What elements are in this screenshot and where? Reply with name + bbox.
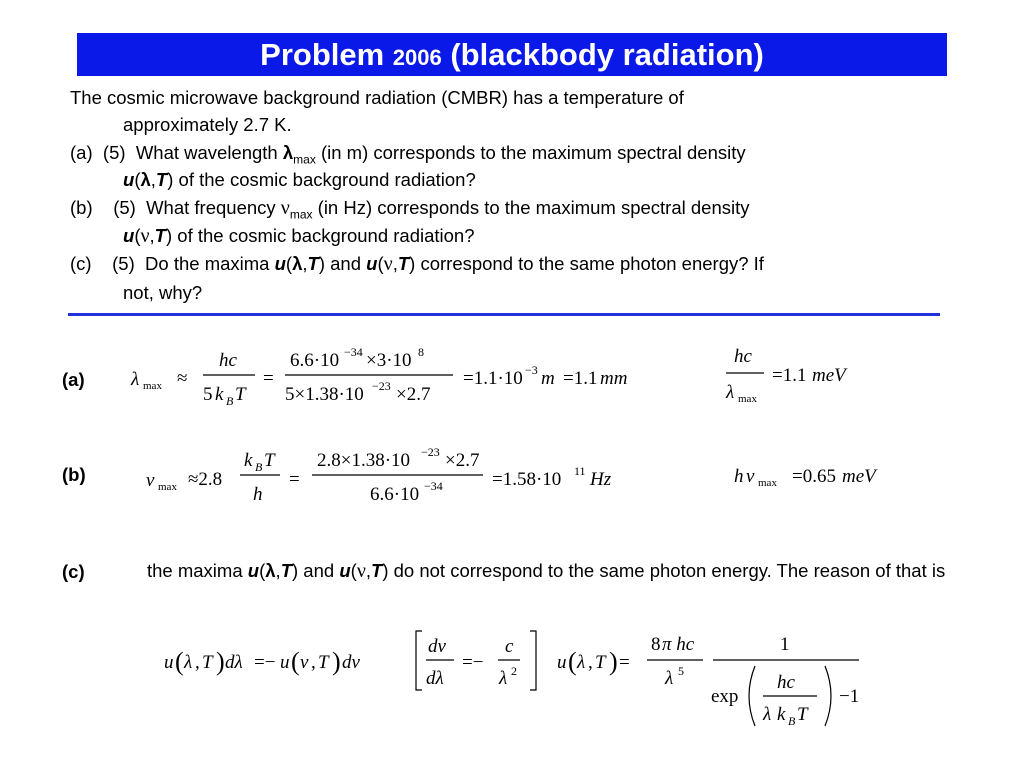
svg-text:=: = — [289, 469, 300, 490]
part-a-tail: of the cosmic background radiation? — [173, 169, 476, 191]
svg-text:k: k — [215, 384, 224, 405]
svg-text:dλ: dλ — [225, 652, 243, 673]
svg-text:−23: −23 — [372, 379, 391, 393]
svg-text:−23: −23 — [421, 445, 440, 459]
svg-text:h: h — [734, 466, 744, 487]
svg-text:5: 5 — [678, 664, 684, 678]
svg-text:=1.1: =1.1 — [563, 368, 598, 389]
lambda-arg: λ — [292, 253, 303, 275]
title-year: 2006 — [392, 45, 442, 70]
svg-text:max: max — [758, 477, 777, 489]
u-symbol: u — [274, 253, 286, 275]
svg-text:T: T — [202, 652, 213, 673]
part-a-text: What wavelength — [135, 141, 283, 163]
u-symbol: u — [123, 169, 135, 191]
equation-c-relation — [162, 643, 402, 683]
svg-text:meV: meV — [842, 466, 876, 487]
solution-c-label: (c) — [62, 561, 85, 582]
svg-text:(: ( — [291, 647, 300, 676]
svg-text:=1.58·10: =1.58·10 — [492, 469, 562, 490]
and-text: and — [325, 253, 367, 275]
part-b-points: (5) — [113, 196, 136, 218]
part-a-text-2: (in m) corresponds to the maximum spectral density — [315, 141, 746, 163]
t-arg: T — [371, 560, 383, 581]
svg-text:T: T — [264, 450, 275, 471]
part-a-tag: (a) — [70, 141, 93, 163]
u-symbol: u — [123, 225, 135, 247]
svg-text:11: 11 — [574, 464, 586, 478]
c-text-2: and — [298, 560, 340, 581]
svg-text:=−: =− — [254, 652, 276, 673]
svg-text:×2.7: ×2.7 — [445, 450, 480, 471]
svg-text:ν: ν — [146, 470, 155, 491]
equation-c-derivative — [412, 628, 547, 693]
svg-text:u: u — [280, 652, 290, 673]
svg-text:6.6·10: 6.6·10 — [370, 484, 420, 505]
t-arg: T — [155, 169, 168, 191]
part-c-text: Do the maxima — [145, 253, 275, 275]
svg-text:8: 8 — [418, 345, 424, 359]
svg-text:Hz: Hz — [590, 469, 612, 490]
solution-a-label: (a) — [62, 369, 85, 390]
nu-arg: ν — [383, 253, 393, 276]
svg-text:λ: λ — [665, 668, 674, 689]
part-b-text-2: (in Hz) corresponds to the maximum spectral density — [312, 196, 750, 218]
svg-text:π hc: π hc — [662, 634, 695, 655]
equation-a-energy — [722, 345, 882, 410]
title-suffix: (blackbody radiation) — [441, 37, 764, 72]
part-b-question: (b) (5) What frequency $\nu_{max}$ (in Hz) corresponds to the maximum spectral density u(ν,T) of the cosmic background radiation? — [70, 196, 750, 248]
equation-b-frequency — [140, 445, 680, 513]
part-c-tag: (c) — [70, 253, 92, 275]
svg-text:−34: −34 — [424, 479, 443, 493]
svg-text:k: k — [244, 450, 253, 471]
lambda-arg: λ — [140, 169, 151, 191]
solution-c-text: the maxima u(λ,T) and u(ν,T) do not correspond to the same photon energy. The reason of that is — [147, 560, 946, 582]
svg-text:B: B — [226, 394, 234, 408]
svg-text:=1.1: =1.1 — [772, 365, 807, 386]
lambda-arg: λ — [265, 560, 276, 581]
svg-text:max: max — [738, 393, 757, 405]
u-symbol: u — [366, 253, 378, 275]
svg-text:λ: λ — [577, 652, 586, 673]
svg-text:=−: =− — [462, 652, 484, 673]
equation-b-energy — [734, 458, 924, 498]
svg-text:u: u — [557, 652, 567, 673]
svg-text:k: k — [777, 704, 786, 725]
c-text-1: the maxima — [147, 560, 248, 581]
svg-text:): ) — [332, 647, 341, 676]
part-a-points: (5) — [102, 141, 126, 163]
svg-text:max: max — [158, 481, 177, 493]
svg-text:2: 2 — [511, 664, 517, 678]
svg-text:≈: ≈ — [177, 368, 188, 389]
t-arg: T — [154, 225, 166, 247]
svg-text:(: ( — [175, 647, 184, 676]
svg-text:meV: meV — [812, 365, 846, 386]
svg-text:ν: ν — [300, 652, 309, 673]
svg-text:dλ: dλ — [426, 668, 444, 689]
c-text-3: do not correspond to the same photon energy. The reason of that is — [388, 560, 946, 581]
svg-text:λ: λ — [131, 369, 140, 390]
svg-text:exp: exp — [711, 686, 739, 707]
part-c-points: (5) — [112, 253, 135, 275]
svg-text:mm: mm — [600, 368, 628, 389]
lambda-symbol: λ — [282, 141, 294, 163]
svg-text:T: T — [318, 652, 329, 673]
svg-text:c: c — [505, 636, 514, 657]
slide-title — [77, 33, 947, 76]
svg-text:=: = — [619, 652, 630, 673]
u-symbol: u — [339, 560, 351, 581]
solution-b-label: (b) — [62, 464, 86, 485]
intro-line-1: The cosmic microwave background radiation (CMBR) has a temperature of — [70, 87, 684, 108]
svg-text:−3: −3 — [525, 363, 538, 377]
problem-intro — [70, 84, 950, 139]
equation-c-planck — [555, 630, 875, 735]
svg-text:λ: λ — [726, 382, 735, 403]
svg-text:1: 1 — [780, 634, 790, 655]
svg-text:hc: hc — [219, 350, 237, 371]
svg-text:T: T — [235, 384, 246, 405]
svg-text:=: = — [263, 368, 274, 389]
part-c-text-3: not, why? — [123, 281, 203, 303]
svg-text:B: B — [788, 714, 796, 728]
svg-text:×2.7: ×2.7 — [396, 384, 431, 405]
svg-text:5×1.38·10: 5×1.38·10 — [285, 384, 364, 405]
problem-statement — [70, 84, 950, 306]
svg-text:,: , — [311, 652, 316, 673]
svg-text:hc: hc — [734, 346, 752, 367]
t-arg: T — [307, 253, 319, 275]
part-b-tail: of the cosmic background radiation? — [172, 225, 475, 247]
svg-text:λ: λ — [763, 704, 772, 725]
nu-arg: ν — [356, 560, 366, 582]
max-subscript: max — [289, 207, 313, 222]
svg-text:=1.1·10: =1.1·10 — [463, 368, 523, 389]
svg-text:B: B — [255, 460, 263, 474]
part-c-question: (c) (5) Do the maxima u(λ,T) and u(ν,T) correspond to the same photon energy? If not, why? — [70, 253, 764, 303]
svg-text:dν: dν — [342, 652, 360, 673]
svg-text:λ: λ — [184, 652, 193, 673]
part-c-text-2: correspond to the same photon energy? If — [415, 253, 764, 275]
svg-text:6.6·10: 6.6·10 — [290, 350, 340, 371]
svg-text:max: max — [143, 380, 162, 392]
svg-text:≈2.8: ≈2.8 — [188, 469, 223, 490]
nu-symbol: ν — [280, 196, 290, 219]
svg-text:u: u — [164, 652, 174, 673]
svg-text:λ: λ — [499, 668, 508, 689]
title-prefix: Problem — [260, 37, 393, 72]
part-b-text: What frequency — [146, 196, 281, 218]
svg-text:×3·10: ×3·10 — [366, 350, 412, 371]
part-a-question: (a) (5) What wavelength $\lambda_{max}$ (in m) corresponds to the maximum spectral density u(λ,T) of the cosmic background radiation? — [70, 141, 746, 191]
max-subscript: max — [293, 152, 316, 167]
svg-text:m: m — [541, 368, 555, 389]
t-arg: T — [280, 560, 292, 581]
svg-text:T: T — [797, 704, 808, 725]
u-symbol: u — [247, 560, 260, 581]
svg-text:,: , — [195, 652, 200, 673]
svg-text:h: h — [253, 484, 263, 505]
part-b-tag: (b) — [70, 196, 93, 218]
svg-text:8: 8 — [651, 634, 661, 655]
equation-a-wavelength — [125, 340, 685, 415]
svg-text:,: , — [588, 652, 593, 673]
svg-text:−34: −34 — [344, 345, 363, 359]
svg-text:T: T — [595, 652, 606, 673]
nu-arg: ν — [140, 225, 150, 248]
svg-text:(: ( — [568, 647, 577, 676]
svg-text:): ) — [216, 647, 225, 676]
svg-text:): ) — [609, 647, 618, 676]
intro-line-2: approximately 2.7 K. — [123, 114, 292, 136]
svg-text:dν: dν — [428, 636, 446, 657]
divider-line — [68, 313, 940, 316]
svg-text:2.8×1.38·10: 2.8×1.38·10 — [317, 450, 411, 471]
svg-text:=0.65: =0.65 — [792, 466, 836, 487]
svg-text:ν: ν — [746, 466, 755, 487]
svg-text:−1: −1 — [839, 686, 860, 707]
t-arg: T — [397, 253, 410, 275]
svg-text:5: 5 — [203, 384, 213, 405]
svg-text:hc: hc — [777, 672, 795, 693]
